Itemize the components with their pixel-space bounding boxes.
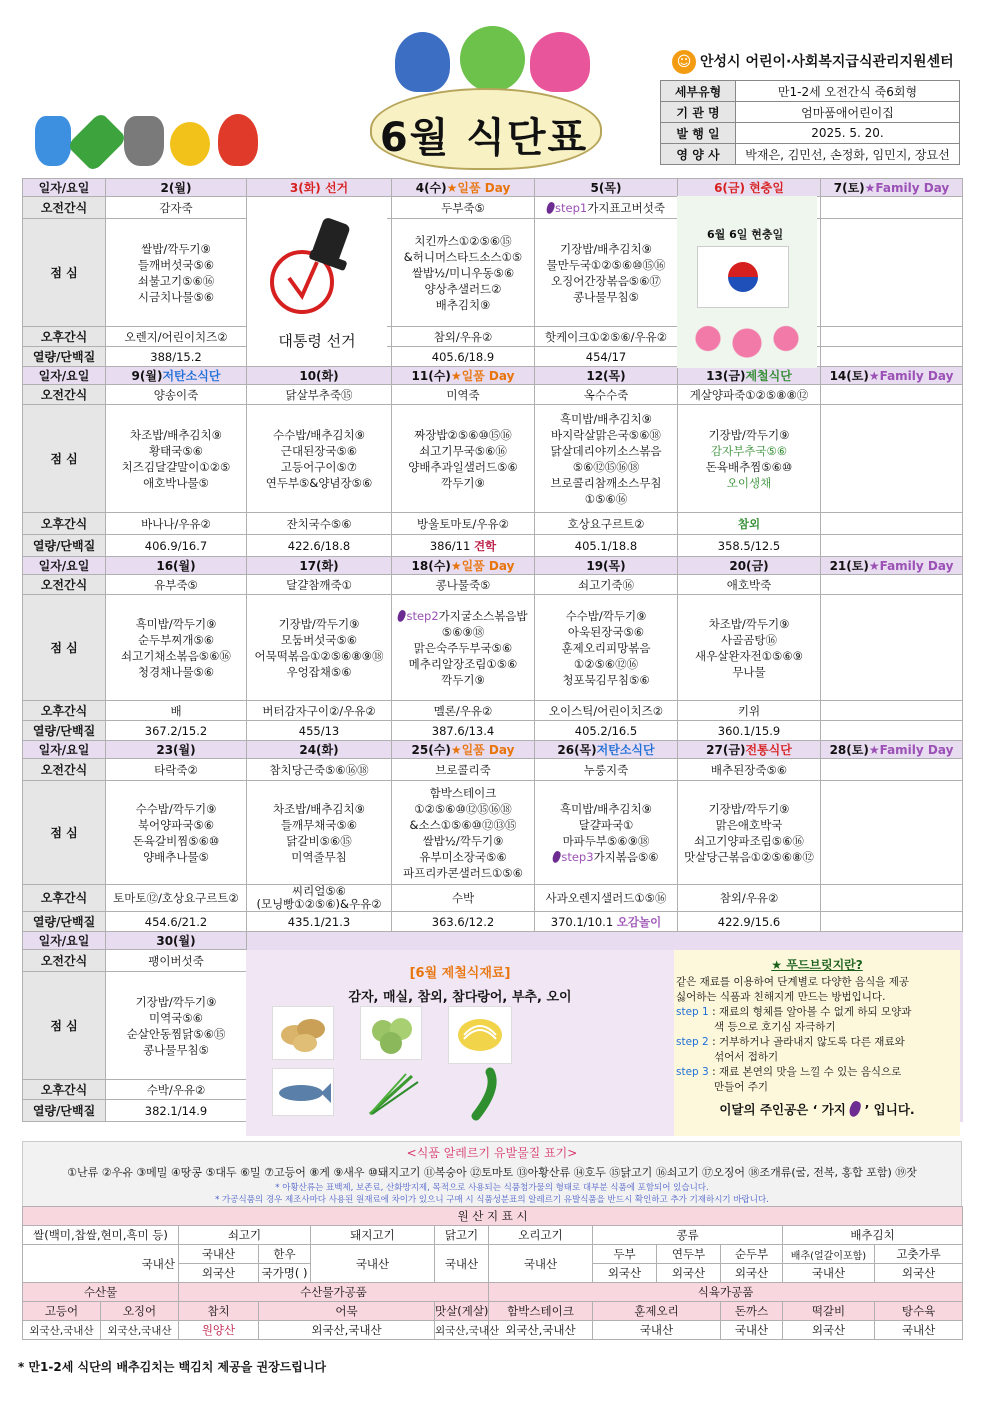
character-group bbox=[30, 110, 270, 170]
kcal-value: 406.9/16.7 bbox=[106, 535, 247, 557]
pm-snack bbox=[821, 885, 963, 912]
pm-label: 오후간식 bbox=[23, 513, 106, 535]
pm-snack: 키위 bbox=[678, 701, 821, 721]
chive-icon bbox=[362, 1070, 422, 1118]
lunch-menu: 치킨까스①②⑤⑥⑮ &허니머스타드소스①⑤ 쌀밥½/미니우동⑤⑥ 양상추샐러드② 배추김치⑨ bbox=[392, 219, 535, 327]
lunch-label: 점 심 bbox=[23, 972, 106, 1080]
am-snack: 쇠고기죽⑯ bbox=[535, 575, 678, 595]
allergy-list: ①난류 ②우유 ③메밀 ④땅콩 ⑤대두 ⑥밀 ⑦고등어 ⑧게 ⑨새우 ⑩돼지고기 ⑪복숭아 ⑫토마토 ⑬아황산류 ⑭호두 ⑮닭고기 ⑯쇠고기 ⑰오징어 ⑱조개류(굴, 전복, 홍합 포함) ⑲잣 bbox=[67, 1166, 917, 1179]
kcal-value: 455/13 bbox=[247, 721, 392, 741]
am-label: 오전간식 bbox=[23, 385, 106, 405]
kcal-value: 405.1/18.8 bbox=[535, 535, 678, 557]
lunch-label: 점 심 bbox=[23, 595, 106, 701]
pm-snack: 바나나/우유② bbox=[106, 513, 247, 535]
lunch-menu: 기장밥/배추김치⑨ 물만두국①②⑤⑥⑩⑮⑯ 오징어간장볶음⑤⑥⑰ 콩나물무침⑤ bbox=[535, 219, 678, 327]
day-header: 16(월) bbox=[106, 557, 247, 575]
am-snack: 유부죽⑤ bbox=[106, 575, 247, 595]
day-label: 일자/요일 bbox=[23, 741, 106, 759]
info-table: 세부유형 만1-2세 오전간식 죽6회형 기 관 명 엄마품애어린이집 발 행 일 2025. 5. 20. 영 양 사 박재은, 김민선, 손정화, 임민지, 장묘선 bbox=[660, 80, 960, 165]
melon-icon bbox=[448, 1006, 512, 1064]
am-snack: 미역죽 bbox=[392, 385, 535, 405]
day-header: 11(수)★일품 Day bbox=[392, 367, 535, 385]
pm-snack bbox=[821, 327, 963, 347]
kcal-value: 454.6/21.2 bbox=[106, 912, 247, 932]
day-header: 23(월) bbox=[106, 741, 247, 759]
election-stamp bbox=[247, 200, 387, 350]
lunch-menu: 기장밥/깍두기⑨ 미역국⑤⑥ 순살안동찜닭⑤⑥⑮ 콩나물무침⑤ bbox=[106, 972, 247, 1080]
plum-icon bbox=[360, 1006, 422, 1060]
day-header: 26(목)저탄소식단 bbox=[535, 741, 678, 759]
kcal-value: 367.2/15.2 bbox=[106, 721, 247, 741]
day-header: 7(토)★Family Day bbox=[821, 179, 963, 197]
day-header: 9(월)저탄소식단 bbox=[106, 367, 247, 385]
pm-snack: 배 bbox=[106, 701, 247, 721]
am-snack: 참치당근죽⑤⑥⑯⑱ bbox=[247, 759, 392, 781]
cucumber-icon bbox=[462, 1068, 502, 1120]
allergy-title: <식품 알레르기 유발물질 표기> bbox=[406, 1146, 578, 1160]
kcal-value bbox=[821, 721, 963, 741]
day-header: 5(목) bbox=[535, 179, 678, 197]
day-header: 13(금)제철식단 bbox=[678, 367, 821, 385]
day-label: 일자/요일 bbox=[23, 367, 106, 385]
blue-character-icon bbox=[35, 116, 71, 166]
dinosaur-green-icon bbox=[460, 26, 525, 92]
pm-snack bbox=[821, 701, 963, 721]
pm-snack: 오렌지/어린이치즈② bbox=[106, 327, 247, 347]
green-character-icon bbox=[67, 112, 128, 173]
lunch-menu bbox=[821, 595, 963, 701]
am-snack: 두부죽⑤ bbox=[392, 197, 535, 219]
am-label: 오전간식 bbox=[23, 759, 106, 781]
kcal-value: 405.6/18.9 bbox=[392, 347, 535, 367]
lunch-menu: 수수밥/배추김치⑨ 근대된장국⑤⑥ 고등어구이⑤⑦ 연두부⑤&양념장⑤⑥ bbox=[247, 405, 392, 513]
day-header: 17(화) bbox=[247, 557, 392, 575]
kcal-value: 454/17 bbox=[535, 347, 678, 367]
kcal-label: 열량/단백질 bbox=[23, 1100, 106, 1122]
pm-label: 오후간식 bbox=[23, 885, 106, 912]
am-snack: 양송이죽 bbox=[106, 385, 247, 405]
am-snack: 옥수수죽 bbox=[535, 385, 678, 405]
am-snack: 콩나물죽⑤ bbox=[392, 575, 535, 595]
kcal-label: 열량/단백질 bbox=[23, 912, 106, 932]
day-header: 19(목) bbox=[535, 557, 678, 575]
am-label: 오전간식 bbox=[23, 197, 106, 219]
lunch-label: 점 심 bbox=[23, 781, 106, 885]
day-header: 14(토)★Family Day bbox=[821, 367, 963, 385]
lunch-menu: 흑미밥/배추김치⑨ 달걀파국① 마파두부⑤⑥⑨⑱ step3가지볶음⑤⑥ bbox=[535, 781, 678, 885]
pm-snack: 참외/우유② bbox=[678, 885, 821, 912]
pm-snack: 사과오렌지샐러드①⑤⑯ bbox=[535, 885, 678, 912]
pm-snack: 수박/우유② bbox=[106, 1080, 247, 1100]
am-snack: 팽이버섯죽 bbox=[106, 950, 247, 972]
lunch-label: 점 심 bbox=[23, 405, 106, 513]
pm-label: 오후간식 bbox=[23, 327, 106, 347]
am-snack bbox=[821, 575, 963, 595]
lunch-menu: 함박스테이크 ①②⑤⑥⑩⑫⑮⑯⑱ &소스①⑤⑥⑩⑫⑬⑮ 쌀밥½/깍두기⑨ 유부미소장국⑤⑥ 파프리카콘샐러드①⑤⑥ bbox=[392, 781, 535, 885]
lunch-menu: 차조밥/배추김치⑨ 황태국⑤⑥ 치즈김달걀말이①②⑤ 애호박나물⑤ bbox=[106, 405, 247, 513]
pm-label: 오후간식 bbox=[23, 1080, 106, 1100]
footnote: * 만1-2세 식단의 배추김치는 백김치 제공을 권장드립니다 bbox=[18, 1360, 327, 1374]
lunch-menu: 기장밥/깍두기⑨ 감자부추국⑤⑥ 돈육배추찜⑤⑥⑩ 오이생채 bbox=[678, 405, 821, 513]
origin-table: 원 산 지 표 시 쌀(백미,찹쌀,현미,흑미 등) 쇠고기 돼지고기 닭고기 오리고기 콩류 배추김치 국내산 국내산 한우 국내산 국내산 국내산 두부 연두부 순두부 배추(얼갈이포함) 고춧가루 외국산 국가명( ) 외국산 외국산 외국산 국내산 외국산 수산물 수산물가공품 식육가공품 고등어 오징어 참치 어묵 맛살(게살) 함박스테이크 훈제오리 돈까스 떡갈비 탕수육 외국산,국내산 외국산,국내산 원양산 외국산,국내산 외국산,국내산 외국산,국내산 국내산 국내산 외국산 국내산 bbox=[22, 1206, 963, 1340]
am-snack: 감자죽 bbox=[106, 197, 247, 219]
lunch-menu bbox=[821, 219, 963, 327]
am-snack bbox=[821, 197, 963, 219]
day-header: 25(수)★일품 Day bbox=[392, 741, 535, 759]
pm-snack: 오이스틱/어린이치즈② bbox=[535, 701, 678, 721]
am-snack: 타락죽② bbox=[106, 759, 247, 781]
pm-snack: 참외 bbox=[678, 513, 821, 535]
day-label: 일자/요일 bbox=[23, 557, 106, 575]
day-header: 18(수)★일품 Day bbox=[392, 557, 535, 575]
pm-snack: 호상요구르트② bbox=[535, 513, 678, 535]
lunch-menu: 짜장밥②⑤⑥⑩⑮⑯ 쇠고기무국⑤⑥⑯ 양배추과일샐러드⑤⑥ 깍두기⑨ bbox=[392, 405, 535, 513]
pm-snack: 방울토마토/우유② bbox=[392, 513, 535, 535]
pm-snack bbox=[821, 513, 963, 535]
election-label: 대통령 선거 bbox=[278, 332, 356, 350]
foodbridge-panel: ★ 푸드브릿지란? 같은 재료를 이용하여 단계별로 다양한 음식을 제공 싫어하는 식품과 친해지게 만드는 방법입니다. step 1 : 재료의 형체를 알아볼 수 없게 하되 모양과 색 등으로 호기심 자극하기 step 2 : 거부하거나 골라내지 않도록 다른 재료와 섞어서 접하기 step 3 : 재료 본연의 맛을 느낄 수 있는 음식으로 만들어 주기 이달의 주인공은 ‘ 가지 ’ 입니다. bbox=[674, 950, 960, 1136]
tuna-icon bbox=[272, 1068, 334, 1116]
day-header: 4(수)★일품 Day bbox=[392, 179, 535, 197]
am-snack: 게살양파죽①②⑤⑧⑧⑫ bbox=[678, 385, 821, 405]
page-title: 6월 식단표 bbox=[379, 115, 589, 161]
flower-icon bbox=[682, 316, 812, 361]
allergy-note-2: * 가공식품의 경우 제조사마다 사용된 원재료에 차이가 있으니 구매 시 식품성분표의 알레르기 유발식품을 반드시 확인하고 추가 기재하시기 바랍니다. bbox=[215, 1195, 769, 1205]
title-block bbox=[365, 20, 605, 170]
pm-snack: 잔치국수⑤⑥ bbox=[247, 513, 392, 535]
am-label: 오전간식 bbox=[23, 950, 106, 972]
day-header: 30(월) bbox=[106, 932, 247, 950]
day-header: 10(화) bbox=[247, 367, 392, 385]
kcal-value: 387.6/13.4 bbox=[392, 721, 535, 741]
kcal-value: 363.6/12.2 bbox=[392, 912, 535, 932]
kcal-value: 388/15.2 bbox=[106, 347, 247, 367]
dinosaur-blue-icon bbox=[395, 32, 450, 92]
day-header: 3(화) 선거 bbox=[247, 179, 392, 197]
am-snack: 닭살부추죽⑮ bbox=[247, 385, 392, 405]
pm-snack: 토마토⑫/호상요구르트② bbox=[106, 885, 247, 912]
day-header: 12(목) bbox=[535, 367, 678, 385]
kcal-value: 386/11 견학 bbox=[392, 535, 535, 557]
red-character-icon bbox=[218, 114, 258, 166]
lunch-menu: 수수밥/깍두기⑨ 아욱된장국⑤⑥ 훈제오리피망볶음 ①②⑤⑥⑫⑯ 청포묵김무침⑤⑥ bbox=[535, 595, 678, 701]
eggplant-icon bbox=[848, 1100, 863, 1118]
grey-character-icon bbox=[124, 116, 164, 166]
kcal-value: 435.1/21.3 bbox=[247, 912, 392, 932]
yellow-character-icon bbox=[170, 122, 210, 166]
kcal-value bbox=[821, 912, 963, 932]
center-name: ☺ 안성시 어린이·사회복지급식관리지원센터 bbox=[672, 50, 972, 74]
day-header: 6(금) 현충일 bbox=[678, 179, 821, 197]
lunch-menu bbox=[821, 781, 963, 885]
dinosaur-pink-icon bbox=[530, 32, 590, 92]
day-header: 24(화) bbox=[247, 741, 392, 759]
kcal-value bbox=[821, 535, 963, 557]
lunch-menu: step2가지굴소스볶음밥 ⑤⑥⑨⑱ 맑은숙주두부국⑤⑥ 메추리알장조림①⑤⑥ 깍두기⑨ bbox=[392, 595, 535, 701]
potato-icon bbox=[272, 1006, 334, 1060]
memorial-label: 6월 6일 현충일 bbox=[707, 228, 784, 241]
memorial-image bbox=[677, 196, 817, 368]
kcal-label: 열량/단백질 bbox=[23, 721, 106, 741]
am-snack: 배추된장죽⑤⑥ bbox=[678, 759, 821, 781]
am-label: 오전간식 bbox=[23, 575, 106, 595]
day-header: 21(토)★Family Day bbox=[821, 557, 963, 575]
pm-label: 오후간식 bbox=[23, 701, 106, 721]
allergy-panel bbox=[22, 1141, 962, 1207]
am-snack: 달걀참깨죽① bbox=[247, 575, 392, 595]
kcal-value: 422.6/18.8 bbox=[247, 535, 392, 557]
day-label: 일자/요일 bbox=[23, 932, 106, 950]
pm-snack: 씨리얼⑤⑥ (모닝빵①②⑤⑥)&우유② bbox=[247, 885, 392, 912]
kcal-value bbox=[821, 347, 963, 367]
day-label: 일자/요일 bbox=[23, 179, 106, 197]
day-header: 2(월) bbox=[106, 179, 247, 197]
pm-snack: 참외/우유② bbox=[392, 327, 535, 347]
lunch-menu: 수수밥/깍두기⑨ 북어양파국⑤⑥ 돈육갈비찜⑤⑥⑩ 양배추나물⑤ bbox=[106, 781, 247, 885]
lunch-menu: 기장밥/깍두기⑨ 모둠버섯국⑤⑥ 어묵떡볶음①②⑤⑥⑧⑨⑱ 우엉잡채⑤⑥ bbox=[247, 595, 392, 701]
kcal-value: 370.1/10.1 오감놀이 bbox=[535, 912, 678, 932]
am-snack: 누룽지죽 bbox=[535, 759, 678, 781]
foodbridge-title: ★ 푸드브릿지란? bbox=[771, 958, 863, 972]
korean-flag-icon bbox=[697, 246, 789, 308]
pm-snack: 멜론/우유② bbox=[392, 701, 535, 721]
kcal-value: 382.1/14.9 bbox=[106, 1100, 247, 1122]
am-snack: step1가지표고버섯죽 bbox=[535, 197, 678, 219]
pm-snack: 핫케이크①②⑤⑥/우유② bbox=[535, 327, 678, 347]
kcal-value: 360.1/15.9 bbox=[678, 721, 821, 741]
allergy-note-1: * 아황산류는 표백제, 보존료, 산화방지제, 목적으로 사용되는 식품첨가물의 형태로 대부분 식품에 포함되어 있습니다. bbox=[275, 1183, 709, 1193]
vote-stamp-icon bbox=[247, 200, 387, 350]
lunch-menu: 차조밥/깍두기⑨ 사골곰탕⑯ 새우살완자전①⑤⑥⑨ 무나물 bbox=[678, 595, 821, 701]
kcal-value: 358.5/12.5 bbox=[678, 535, 821, 557]
kcal-label: 열량/단백질 bbox=[23, 347, 106, 367]
kcal-label: 열량/단백질 bbox=[23, 535, 106, 557]
pm-snack: 수박 bbox=[392, 885, 535, 912]
lunch-menu: 흑미밥/깍두기⑨ 순두부찌개⑤⑥ 쇠고기채소볶음⑤⑥⑯ 청경채나물⑤⑥ bbox=[106, 595, 247, 701]
kcal-value: 422.9/15.6 bbox=[678, 912, 821, 932]
lunch-menu bbox=[821, 405, 963, 513]
kcal-value: 405.2/16.5 bbox=[535, 721, 678, 741]
lunch-menu: 기장밥/깍두기⑨ 맑은애호박국 쇠고기양파조림⑤⑥⑯ 맛살당근볶음①②⑤⑥⑧⑫ bbox=[678, 781, 821, 885]
lunch-menu: 차조밥/배추김치⑨ 들깨무채국⑤⑥ 닭갈비⑤⑥⑮ 미역줄무침 bbox=[247, 781, 392, 885]
am-snack: 애호박죽 bbox=[678, 575, 821, 595]
day-header: 27(금)전통식단 bbox=[678, 741, 821, 759]
day-header: 28(토)★Family Day bbox=[821, 741, 963, 759]
lunch-menu: 쌀밥/깍두기⑨ 들깨버섯국⑤⑥ 쇠불고기⑤⑥⑯ 시금치나물⑤⑥ bbox=[106, 219, 247, 327]
lunch-menu: 흑미밥/배추김치⑨ 바지락살맑은국⑤⑥⑱ 닭살데리야끼소스볶음 ⑤⑥⑫⑮⑯⑱ 브로콜리참깨소스무침 ①⑤⑥⑯ bbox=[535, 405, 678, 513]
day-header: 20(금) bbox=[678, 557, 821, 575]
am-snack: 브로콜리죽 bbox=[392, 759, 535, 781]
lunch-label: 점 심 bbox=[23, 219, 106, 327]
smile-logo-icon: ☺ bbox=[672, 50, 696, 74]
seasonal-items: 감자, 매실, 참외, 참다랑어, 부추, 오이 bbox=[348, 990, 572, 1005]
am-snack bbox=[821, 759, 963, 781]
pm-snack: 버터감자구이②/우유② bbox=[247, 701, 392, 721]
seasonal-title: [6월 제철식재료] bbox=[409, 966, 511, 981]
am-snack bbox=[821, 385, 963, 405]
origin-title: 원 산 지 표 시 bbox=[23, 1207, 963, 1226]
